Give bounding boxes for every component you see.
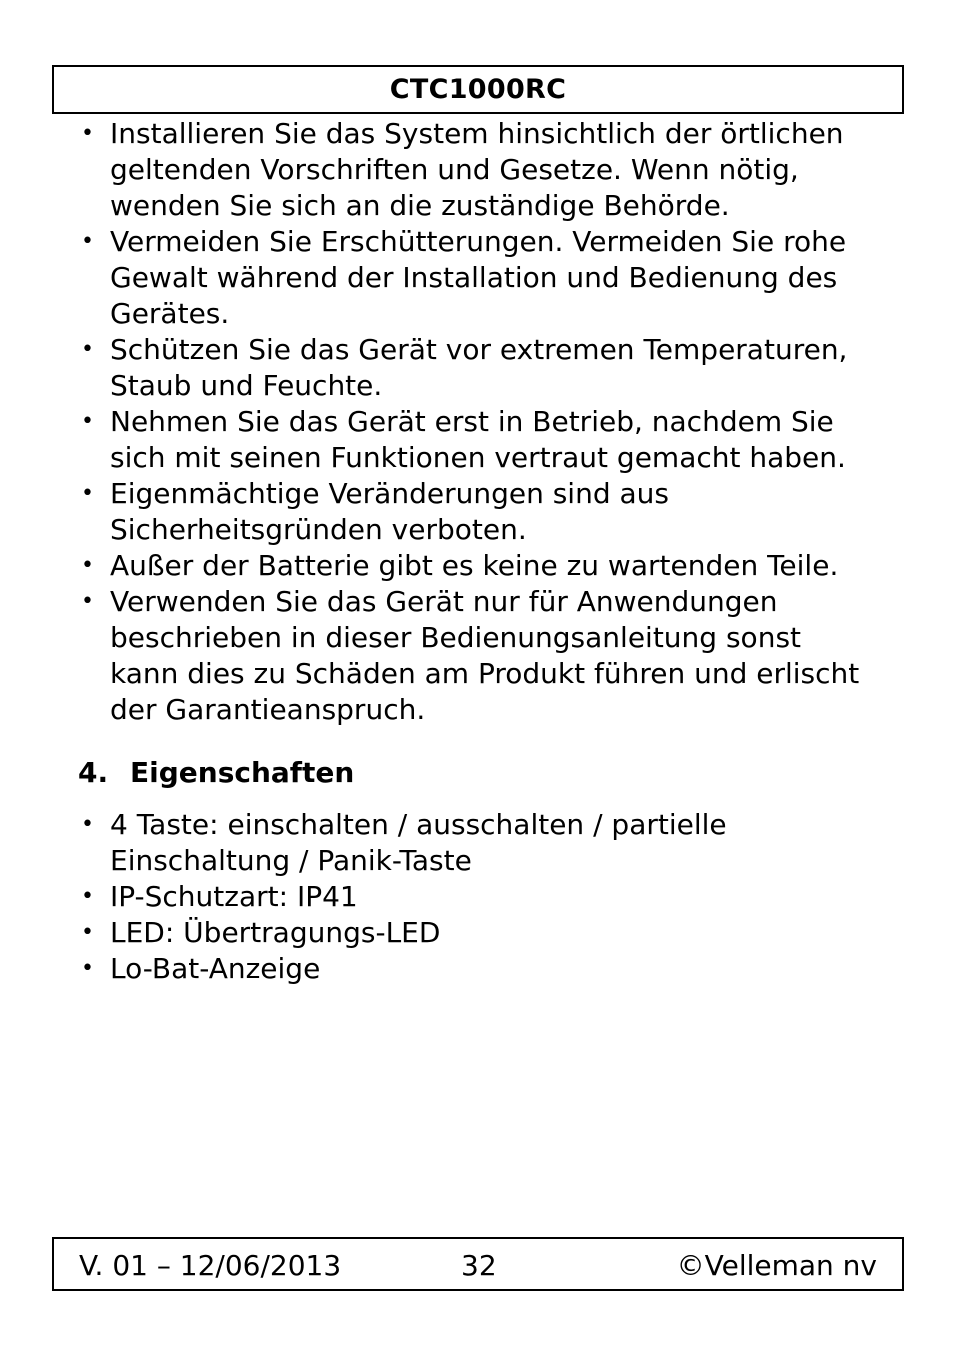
section-heading: [78, 753, 868, 793]
list-item: [78, 584, 868, 728]
list-item-text: 4 Taste: einschalten / ausschalten / partielle Einschaltung / Panik-Taste: [110, 808, 727, 877]
bullet-icon: •: [81, 121, 94, 146]
list-item: [78, 476, 868, 548]
list-item: [78, 116, 868, 224]
list-item-text: Installieren Sie das System hinsichtlich der örtlichen geltenden Vorschriften und Gesetze. Wenn nötig, wenden Sie sich an die zuständige Behörde.: [110, 117, 844, 222]
list-item: [78, 807, 868, 879]
bullet-icon: •: [81, 337, 94, 362]
bullet-icon: •: [81, 409, 94, 434]
safety-list: [78, 116, 868, 728]
list-item: [78, 404, 868, 476]
bullet-icon: •: [81, 884, 94, 909]
bullet-icon: •: [81, 481, 94, 506]
list-item: [78, 332, 868, 404]
list-item-text: Schützen Sie das Gerät vor extremen Temperaturen, Staub und Feuchte.: [110, 333, 848, 402]
document-title: CTC1000RC: [389, 74, 567, 105]
list-item-text: Vermeiden Sie Erschütterungen. Vermeiden Sie rohe Gewalt während der Installation und Bedienung des Gerätes.: [110, 225, 847, 330]
list-item: [78, 224, 868, 332]
list-item-text: Nehmen Sie das Gerät erst in Betrieb, nachdem Sie sich mit seinen Funktionen vertraut gemacht haben.: [110, 405, 846, 474]
features-list: [78, 807, 868, 987]
bullet-icon: •: [81, 956, 94, 981]
page-header: [52, 65, 904, 114]
section-number: 4.: [78, 756, 109, 789]
page-footer: [52, 1237, 904, 1291]
bullet-icon: •: [81, 553, 94, 578]
list-item-text: Eigenmächtige Veränderungen sind aus Sicherheitsgründen verboten.: [110, 477, 670, 546]
list-item-text: Außer der Batterie gibt es keine zu wartenden Teile.: [110, 549, 839, 582]
bullet-icon: •: [81, 920, 94, 945]
version-date: V. 01 – 12/06/2013: [79, 1249, 342, 1282]
section-title: Eigenschaften: [130, 756, 355, 789]
bullet-icon: •: [81, 229, 94, 254]
list-item-text: Lo-Bat-Anzeige: [110, 952, 321, 985]
page-number: 32: [461, 1249, 497, 1282]
bullet-icon: •: [81, 812, 94, 837]
list-item: [78, 879, 868, 915]
list-item: [78, 548, 868, 584]
list-item-text: Verwenden Sie das Gerät nur für Anwendungen beschrieben in dieser Bedienungsanleitung sonst kann dies zu Schäden am Produkt führen und erlischt der Garantieanspruch.: [110, 585, 860, 726]
bullet-icon: •: [81, 589, 94, 614]
list-item: [78, 915, 868, 951]
list-item: [78, 951, 868, 987]
page-content: [78, 116, 868, 987]
copyright: ©Velleman nv: [676, 1249, 877, 1282]
list-item-text: LED: Übertragungs-LED: [110, 916, 441, 949]
list-item-text: IP-Schutzart: IP41: [110, 880, 358, 913]
